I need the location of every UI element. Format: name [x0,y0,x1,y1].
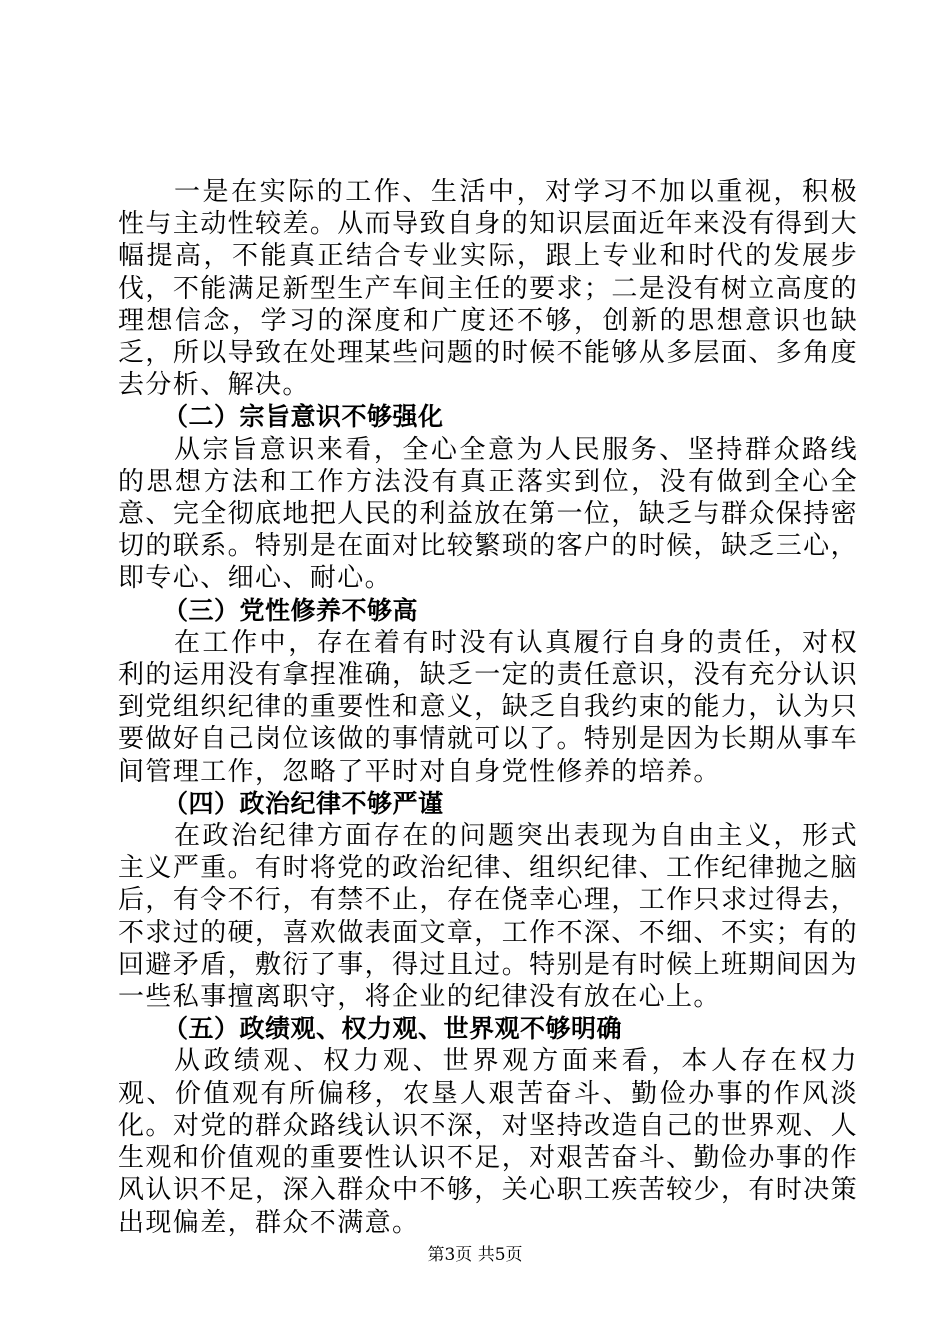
body-paragraph-4: 在政治纪律方面存在的问题突出表现为自由主义，形式主义严重。有时将党的政治纪律、组织纪律、工作纪律抛之脑后，有令不行，有禁不止，存在侥幸心理，工作只求过得去，不求过的硬，喜欢做表面文章，工作不深、不细、不实；有的回避矛盾，敷衍了事，得过且过。特别是有时候上班期间因为一些私事擅离职守，将企业的纪律没有放在心上。 [118,821,858,1013]
body-paragraph-2: 从宗旨意识来看，全心全意为人民服务、坚持群众路线的思想方法和工作方法没有真正落实到位，没有做到全心全意、完全彻底地把人民的利益放在第一位，缺乏与群众保持密切的联系。特别是在面对比较繁琐的客户的时候，缺乏三心，即专心、细心、耐心。 [118,434,858,594]
body-paragraph-3: 在工作中，存在着有时没有认真履行自身的责任，对权利的运用没有拿捏准确，缺乏一定的责任意识，没有充分认识到党组织纪律的重要性和意义，缺乏自我约束的能力，认为只要做好自己岗位该做的事情就可以了。特别是因为长期从事车间管理工作，忽略了平时对自身党性修养的培养。 [118,627,858,787]
body-paragraph-5: 从政绩观、权力观、世界观方面来看，本人存在权力观、价值观有所偏移，农垦人艰苦奋斗、勤俭办事的作风淡化。对党的群众路线认识不深，对坚持改造自己的世界观、人生观和价值观的重要性认识不足，对艰苦奋斗、勤俭办事的作风认识不足，深入群众中不够，关心职工疾苦较少，有时决策出现偏差，群众不满意。 [118,1046,858,1238]
document-body [118,176,858,1239]
body-paragraph-1: 一是在实际的工作、生活中，对学习不加以重视，积极性与主动性较差。从而导致自身的知识层面近年来没有得到大幅提高，不能真正结合专业实际，跟上专业和时代的发展步伐，不能满足新型生产车间主任的要求；二是没有树立高度的理想信念，学习的深度和广度还不够，创新的思想意识也缺乏，所以导致在处理某些问题的时候不能够从多层面、多角度去分析、解决。 [118,177,858,401]
section-heading-3: （三）党性修养不够高 [163,595,419,625]
section-heading-4: （四）政治纪律不够严谨 [163,788,444,818]
section-heading-5: （五）政绩观、权力观、世界观不够明确 [163,1014,623,1044]
page-number-footer: 第3页 共5页 [427,1245,523,1265]
section-heading-2: （二）宗旨意识不够强化 [163,402,444,432]
